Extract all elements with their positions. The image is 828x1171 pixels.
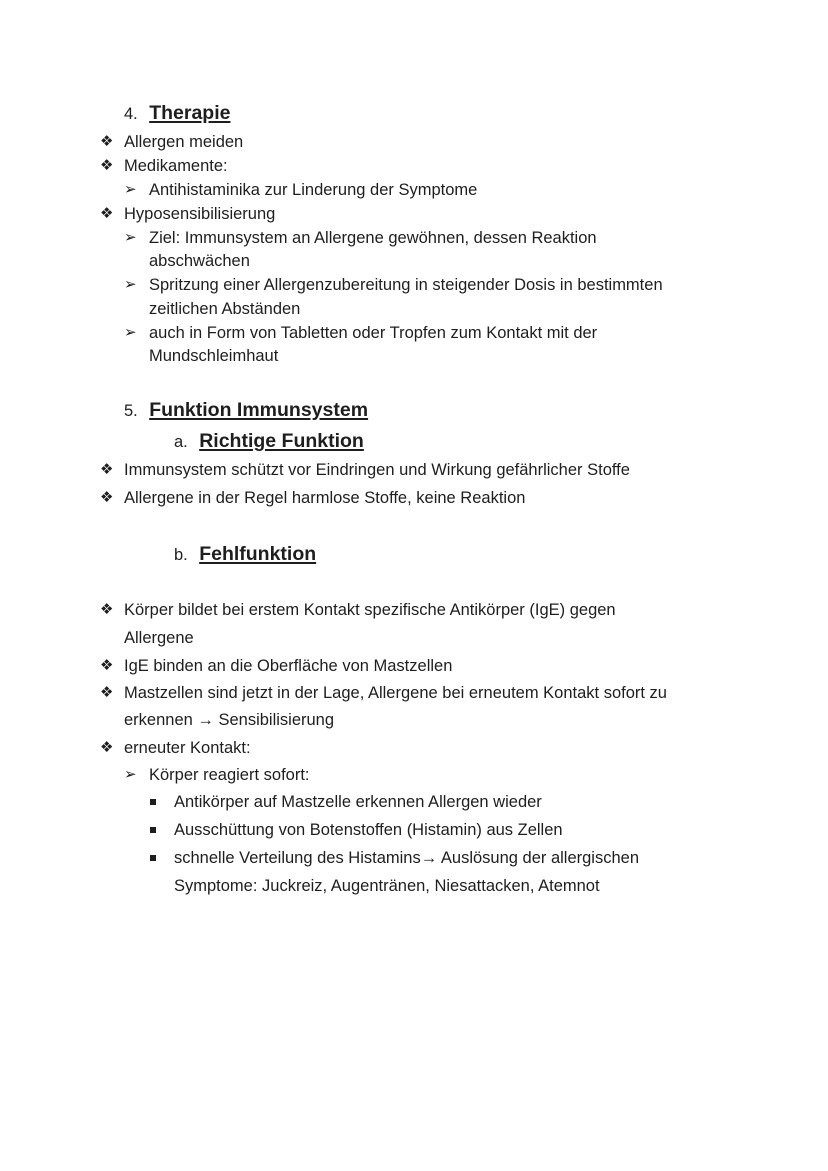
four-diamond-bullet-icon: ❖ xyxy=(100,157,114,174)
subheading-letter: a. xyxy=(174,433,188,451)
list-item: schnelle Verteilung des Histamins→ Auslösung der allergischen xyxy=(174,849,640,867)
list-item-continuation: Mundschleimhaut xyxy=(149,347,279,365)
four-diamond-bullet-icon: ❖ xyxy=(100,684,114,701)
list-item: IgE binden an die Oberfläche von Mastzellen xyxy=(124,657,453,675)
list-item: Allergene in der Regel harmlose Stoffe, keine Reaktion xyxy=(124,489,526,507)
list-item: Antihistaminika zur Linderung der Symptome xyxy=(149,181,478,199)
list-item: Hyposensibilisierung xyxy=(124,205,276,223)
subheading-title: Richtige Funktion xyxy=(199,430,364,452)
subheading-richtige-funktion xyxy=(174,429,364,454)
heading-number: 5. xyxy=(124,402,138,420)
list-item-continuation: Symptome: Juckreiz, Augentränen, Niesattacken, Atemnot xyxy=(174,877,600,895)
list-item: Immunsystem schützt vor Eindringen und Wirkung gefährlicher Stoffe xyxy=(124,461,630,479)
square-bullet-icon xyxy=(150,827,156,833)
list-item: erneuter Kontakt: xyxy=(124,739,251,757)
arrowhead-bullet-icon: ➢ xyxy=(124,276,137,293)
list-item: Mastzellen sind jetzt in der Lage, Allergene bei erneutem Kontakt sofort zu xyxy=(124,684,667,702)
four-diamond-bullet-icon: ❖ xyxy=(100,739,114,756)
list-item: Medikamente: xyxy=(124,157,228,175)
list-item-continuation: erkennen → Sensibilisierung xyxy=(124,711,335,729)
arrowhead-bullet-icon: ➢ xyxy=(124,324,137,341)
subheading-fehlfunktion xyxy=(174,542,316,567)
heading-therapie xyxy=(124,101,230,126)
subheading-title: Fehlfunktion xyxy=(199,543,317,565)
list-item-continuation: Allergene xyxy=(124,629,194,647)
arrowhead-bullet-icon: ➢ xyxy=(124,229,137,246)
four-diamond-bullet-icon: ❖ xyxy=(100,205,114,222)
four-diamond-bullet-icon: ❖ xyxy=(100,489,114,506)
list-item: Ziel: Immunsystem an Allergene gewöhnen, dessen Reaktion xyxy=(149,229,597,247)
arrowhead-bullet-icon: ➢ xyxy=(124,181,137,198)
four-diamond-bullet-icon: ❖ xyxy=(100,601,114,618)
square-bullet-icon xyxy=(150,855,156,861)
list-item: Körper bildet bei erstem Kontakt spezifische Antikörper (IgE) gegen xyxy=(124,601,616,619)
four-diamond-bullet-icon: ❖ xyxy=(100,657,114,674)
list-item: Allergen meiden xyxy=(124,133,244,151)
heading-number: 4. xyxy=(124,105,138,123)
arrowhead-bullet-icon: ➢ xyxy=(124,766,137,783)
list-item: Ausschüttung von Botenstoffen (Histamin) aus Zellen xyxy=(174,821,563,839)
list-item-continuation: zeitlichen Abständen xyxy=(149,300,301,318)
list-item: Spritzung einer Allergenzubereitung in steigender Dosis in bestimmten xyxy=(149,276,663,294)
heading-funktion-immunsystem xyxy=(124,398,368,423)
four-diamond-bullet-icon: ❖ xyxy=(100,461,114,478)
list-item: Antikörper auf Mastzelle erkennen Allergen wieder xyxy=(174,793,542,811)
list-item: auch in Form von Tabletten oder Tropfen zum Kontakt mit der xyxy=(149,324,598,342)
list-item: Körper reagiert sofort: xyxy=(149,766,310,784)
heading-title: Therapie xyxy=(149,102,231,124)
list-item-continuation: abschwächen xyxy=(149,252,250,270)
four-diamond-bullet-icon: ❖ xyxy=(100,133,114,150)
subheading-letter: b. xyxy=(174,546,188,564)
heading-title: Funktion Immunsystem xyxy=(149,399,369,421)
square-bullet-icon xyxy=(150,799,156,805)
